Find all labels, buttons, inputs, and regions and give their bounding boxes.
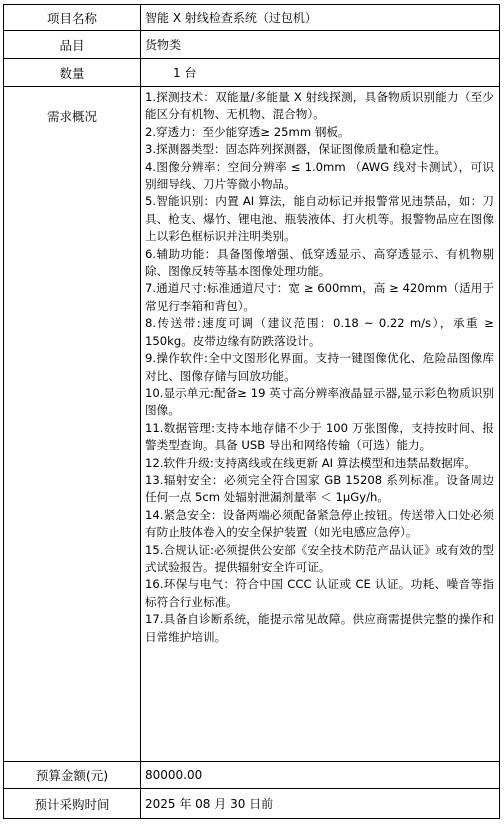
requirement-item: 2.穿透力：至少能穿透≥ 25mm 钢板。 (145, 124, 350, 139)
category-label: 品目 (4, 31, 141, 59)
requirement-item: 10.显示单元:配备≥ 19 英寸高分辨率液晶显示器,显示彩色物质识别图像。 (145, 385, 494, 418)
requirement-item: 12.软件升级:支持离线或在线更新 AI 算法模型和违禁品数据库。 (145, 455, 476, 470)
requirement-item: 6.辅助功能：具备图像增强、低穿透显示、高穿透显示、有机物剔除、图像反转等基本图像处理功能。 (145, 246, 494, 279)
project-name-value: 智能 X 射线检查系统（过包机） (141, 5, 500, 31)
purchase-time-label: 预计采购时间 (4, 789, 141, 819)
row-quantity (4, 59, 500, 87)
quantity-value: 1 台 (141, 59, 500, 87)
row-category (4, 31, 500, 59)
requirement-item: 5.智能识别：内置 AI 算法，能自动标记并报警常见违禁品，如：刀具、枪支、爆竹、锂电池、瓶装液体、打火机等。报警物品应在图像上以彩色框标识并注明类别。 (145, 194, 494, 244)
row-purchase-time (4, 789, 500, 819)
requirement-item: 1.探测技术：双能量/多能量 X 射线探测，具备物质识别能力（至少能区分有机物、无机物、混合物）。 (145, 90, 494, 122)
requirement-item: 11.数据管理:支持本地存储不少于 100 万张图像，支持按时间、报警类型查询。具备 USB 导出和网络传输（可选）能力。 (145, 420, 494, 453)
requirements-content (141, 87, 500, 762)
procurement-table (3, 4, 500, 819)
requirement-item: 8.传送带:速度可调（建议范围：0.18 ~ 0.22 m/s），承重 ≥ 150kg。皮带边缘有防跌落设计。 (145, 316, 494, 348)
budget-label: 预算金额(元) (4, 762, 141, 789)
requirement-item: 16.环保与电气：符合中国 CCC 认证或 CE 认证。功耗、噪音等指标符合行业标准。 (145, 577, 494, 609)
requirement-item: 17.具备自诊断系统，能提示常见故障。供应商需提供完整的操作和日常维护培训。 (145, 612, 494, 644)
category-value: 货物类 (141, 31, 500, 59)
budget-value: 80000.00 (141, 762, 500, 789)
project-name-label: 项目名称 (4, 5, 141, 31)
row-requirements (4, 87, 500, 762)
requirement-item: 3.探测器类型：固态阵列探测器，保证图像质量和稳定性。 (145, 142, 446, 157)
requirement-item: 13.辐射安全：必须完全符合国家 GB 15208 系列标准。设备周边任何一点 5cm 处辐射泄漏剂量率 ＜ 1μGy/h。 (145, 472, 494, 505)
requirements-label: 需求概况 (4, 87, 141, 762)
row-project-name (4, 5, 500, 31)
row-budget (4, 762, 500, 789)
requirement-item: 15.合规认证:必须提供公安部《安全技术防范产品认证》或有效的型式试验报告。提供辐射安全许可证。 (145, 542, 494, 574)
requirement-item: 9.操作软件:全中文图形化界面。支持一键图像优化、危险品图像库对比、图像存储与回放功能。 (145, 351, 494, 383)
requirement-item: 7.通道尺寸:标准通道尺寸：宽 ≥ 600mm，高 ≥ 420mm（适用于常见行李箱和背包）。 (145, 281, 494, 313)
quantity-label: 数量 (4, 59, 141, 87)
requirement-item: 4.图像分辨率：空间分辨率 ≤ 1.0mm （AWG 线对卡测试），可识别细导线、刀片等微小物品。 (145, 159, 494, 192)
purchase-time-value: 2025 年 08 月 30 日前 (141, 789, 500, 819)
requirement-item: 14.紧急安全：设备两端必须配备紧急停止按钮。传送带入口处必须有防止肢体卷入的安全保护装置（如光电感应急停）。 (145, 507, 494, 540)
